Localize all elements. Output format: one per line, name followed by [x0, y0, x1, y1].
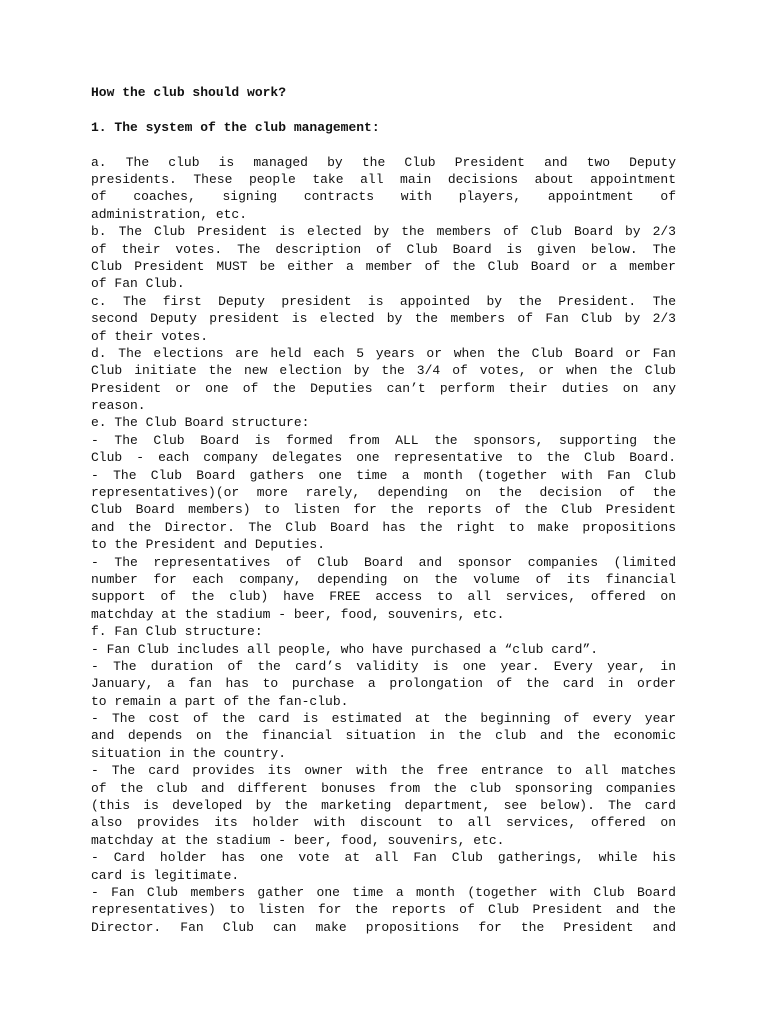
text-line: representatives) to listen for the reports of Club President and the [91, 902, 676, 918]
section-heading: 1. The system of the club management: [91, 119, 380, 135]
document-page [91, 84, 676, 936]
text-line: second Deputy president is elected by the members of Fan Club by 2/3 [91, 311, 676, 327]
text-line: also provides its holder with discount to all services, offered on [91, 815, 676, 831]
text-line: of the club and different bonuses from the club sponsoring companies [91, 780, 676, 796]
text-line: and depends on the financial situation in the club and the economic [91, 728, 676, 744]
text-line: of their votes. [91, 328, 209, 344]
document-body [91, 154, 676, 937]
text-line: Club President MUST be either a member of the Club Board or a member [91, 258, 676, 274]
text-line: - The representatives of Club Board and sponsor companies (limited [91, 554, 676, 570]
text-line: - Card holder has one vote at all Fan Club gatherings, while his [91, 850, 676, 866]
text-line: representatives)(or more rarely, depending on the decision of the [91, 485, 676, 501]
text-line: - Fan Club includes all people, who have purchased a “club card”. [91, 641, 599, 657]
text-line: Club initiate the new election by the 3/4 of votes, or when the Club [91, 363, 676, 379]
text-line: support of the club) have FREE access to all services, offered on [91, 589, 676, 605]
text-line: - The Club Board gathers one time a month (together with Fan Club [91, 467, 676, 483]
text-line: - The duration of the card’s validity is one year. Every year, in [91, 658, 676, 674]
text-line: to remain a part of the fan-club. [91, 693, 349, 709]
text-line: c. The first Deputy president is appointed by the President. The [91, 293, 676, 309]
text-line: a. The club is managed by the Club President and two Deputy [91, 154, 676, 170]
text-line: of their votes. The description of Club Board is given below. The [91, 241, 676, 257]
text-line: matchday at the stadium - beer, food, souvenirs, etc. [91, 832, 505, 848]
text-line: b. The Club President is elected by the members of Club Board by 2/3 [91, 224, 676, 240]
text-line: Club Board members) to listen for the reports of the Club President [91, 502, 676, 518]
text-line: - The Club Board is formed from ALL the sponsors, supporting the [91, 432, 676, 448]
text-line: - The cost of the card is estimated at the beginning of every year [91, 711, 676, 727]
document-title: How the club should work? [91, 85, 287, 100]
text-line: to the President and Deputies. [91, 537, 326, 553]
text-line: of Fan Club. [91, 276, 185, 292]
text-line: e. The Club Board structure: [91, 415, 310, 431]
text-line: President or one of the Deputies can’t perform their duties on any [91, 380, 676, 396]
text-line: January, a fan has to purchase a prolongation of the card in order [91, 676, 676, 692]
text-line: f. Fan Club structure: [91, 624, 263, 640]
text-line: administration, etc. [91, 206, 248, 222]
text-line: Director. Fan Club can make propositions for the President and [91, 919, 676, 935]
text-line: presidents. These people take all main decisions about appointment [91, 171, 676, 187]
text-line: card is legitimate. [91, 867, 240, 883]
text-line: Club - each company delegates one representative to the Club Board. [91, 450, 676, 466]
text-line: - The card provides its owner with the free entrance to all matches [91, 763, 676, 779]
text-line: of coaches, signing contracts with players, appointment of [91, 189, 676, 205]
text-line: (this is developed by the marketing department, see below). The card [91, 798, 676, 814]
text-line: d. The elections are held each 5 years or when the Club Board or Fan [91, 345, 676, 361]
text-line: situation in the country. [91, 745, 287, 761]
text-line: - Fan Club members gather one time a month (together with Club Board [91, 885, 676, 900]
text-line: matchday at the stadium - beer, food, souvenirs, etc. [91, 606, 505, 622]
text-line: reason. [91, 398, 146, 414]
text-line: number for each company, depending on the volume of its financial [91, 571, 676, 587]
text-line: and the Director. The Club Board has the right to make propositions [91, 519, 676, 535]
